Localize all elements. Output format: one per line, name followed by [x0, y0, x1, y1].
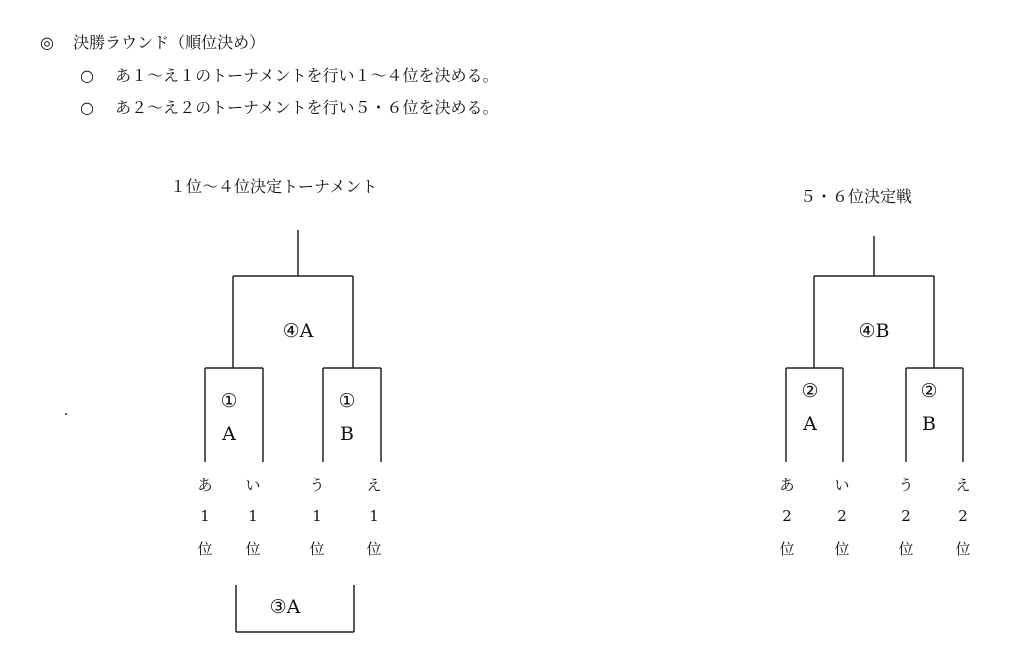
stray-dot: [65, 413, 67, 415]
semi-a-letter-right: A: [803, 413, 817, 435]
seed-rank: 位: [898, 540, 914, 558]
seed-rank: 位: [779, 540, 795, 558]
double-circle-mark: ◎: [40, 33, 54, 52]
final-match-label-left: ④A: [282, 320, 314, 342]
seed-rank: 位: [834, 540, 850, 558]
seed-kana: え: [955, 476, 971, 494]
seed-kana: あ: [197, 476, 213, 494]
seed-number: 2: [901, 507, 911, 525]
seed-number: 2: [958, 507, 968, 525]
third-place-match-label: ③A: [269, 596, 301, 618]
seed-rank: 位: [366, 540, 382, 558]
semi-a-number-right: ②: [801, 380, 819, 402]
seed-number: 1: [369, 507, 379, 525]
circle-mark: ○: [80, 98, 94, 117]
seed-kana: い: [834, 476, 850, 494]
list-item: [80, 63, 498, 86]
seed-number: 1: [248, 507, 258, 525]
semi-b-number-left: ①: [338, 390, 356, 412]
seed-kana: い: [245, 476, 261, 494]
seed-number: 2: [782, 507, 792, 525]
seed-number: 1: [200, 507, 210, 525]
seed-rank: 位: [245, 540, 261, 558]
seed-rank: 位: [197, 540, 213, 558]
seed-rank: 位: [955, 540, 971, 558]
circle-mark: ○: [80, 66, 94, 85]
semi-b-letter-right: B: [922, 413, 936, 435]
seed-kana: え: [366, 476, 382, 494]
semi-a-letter-left: A: [222, 423, 236, 445]
seed-number: 2: [837, 507, 847, 525]
seed-kana: う: [898, 476, 914, 494]
section-heading: [40, 30, 265, 53]
seed-kana: う: [309, 476, 325, 494]
seed-kana: あ: [779, 476, 795, 494]
bracket-title-right: ５・６位決定戦: [800, 187, 913, 206]
semi-b-number-right: ②: [920, 380, 938, 402]
semi-b-letter-left: B: [340, 423, 354, 445]
bracket-title-left: １位～４位決定トーナメント: [170, 177, 378, 196]
seed-number: 1: [312, 507, 322, 525]
list-item-text: あ１～え１のトーナメントを行い１～４位を決める。: [115, 66, 499, 85]
list-item: [80, 95, 498, 118]
heading-text: 決勝ラウンド（順位決め）: [73, 33, 266, 52]
seed-rank: 位: [309, 540, 325, 558]
semi-a-number-left: ①: [220, 390, 238, 412]
final-match-label-right: ④B: [858, 320, 890, 342]
list-item-text: あ２～え２のトーナメントを行い５・６位を決める。: [115, 98, 499, 117]
